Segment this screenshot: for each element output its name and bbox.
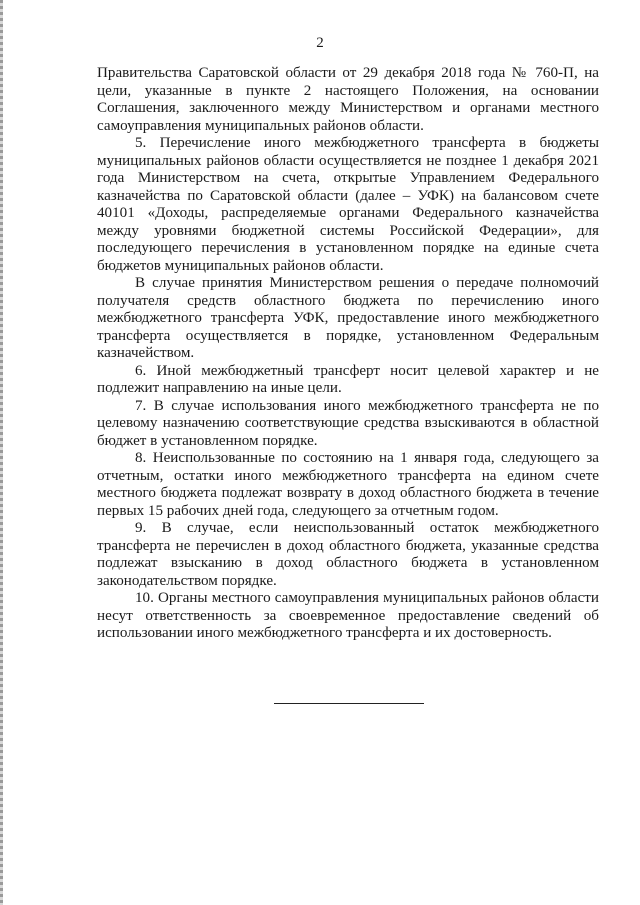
scan-edge-artifact (0, 0, 3, 905)
paragraph-item-10: 10. Органы местного самоуправления муниципальных районов области несут ответственность за своевременное предоставление сведений об использовании иного межбюджетного трансферта и их достоверность. (97, 590, 599, 641)
document-body (97, 65, 599, 643)
closing-divider-line (274, 703, 424, 704)
paragraph-item-5: 5. Перечисление иного межбюджетного трансферта в бюджеты муниципальных районов области осуществляется не позднее 1 декабря 2021 года Министерством на счета, открытые Управлением Федерального казначейства по Саратовской области (далее – УФК) на балансовом счете 40101 «Доходы, распределяемые органами Федерального казначейства между уровнями бюджетной системы Российской Федерации», для последующего перечисления в установленном порядке на единые счета бюджетов муниципальных районов области. (97, 135, 599, 274)
page-number: 2 (316, 35, 324, 51)
paragraph-continuation: Правительства Саратовской области от 29 декабря 2018 года № 760-П, на цели, указанные в пункте 2 настоящего Положения, на основании Соглашения, заключенного между Министерством и органами местного самоуправления муниципальных районов области. (97, 65, 599, 134)
paragraph-item-8: 8. Неиспользованные по состоянию на 1 января года, следующего за отчетным, остатки иного межбюджетного трансферта на едином счете местного бюджета подлежат возврату в доход областного бюджета в течение первых 15 рабочих дней года, следующего за отчетным годом. (97, 450, 599, 519)
paragraph-ufk-powers: В случае принятия Министерством решения о передаче полномочий получателя средств областного бюджета по перечислению иного межбюджетного трансферта УФК, предоставление иного межбюджетного трансферта осуществляется в порядке, установленном Федеральным казначейством. (97, 275, 599, 361)
paragraph-item-9: 9. В случае, если неиспользованный остаток межбюджетного трансферта не перечислен в доход областного бюджета, указанные средства подлежат взысканию в доход областного бюджета в установленном законодательством порядке. (97, 520, 599, 589)
paragraph-item-7: 7. В случае использования иного межбюджетного трансферта не по целевому назначению соответствующие средства взыскиваются в областной бюджет в установленном порядке. (97, 397, 599, 449)
paragraph-item-6: 6. Иной межбюджетный трансферт носит целевой характер и не подлежит направлению на иные цели. (97, 362, 599, 396)
